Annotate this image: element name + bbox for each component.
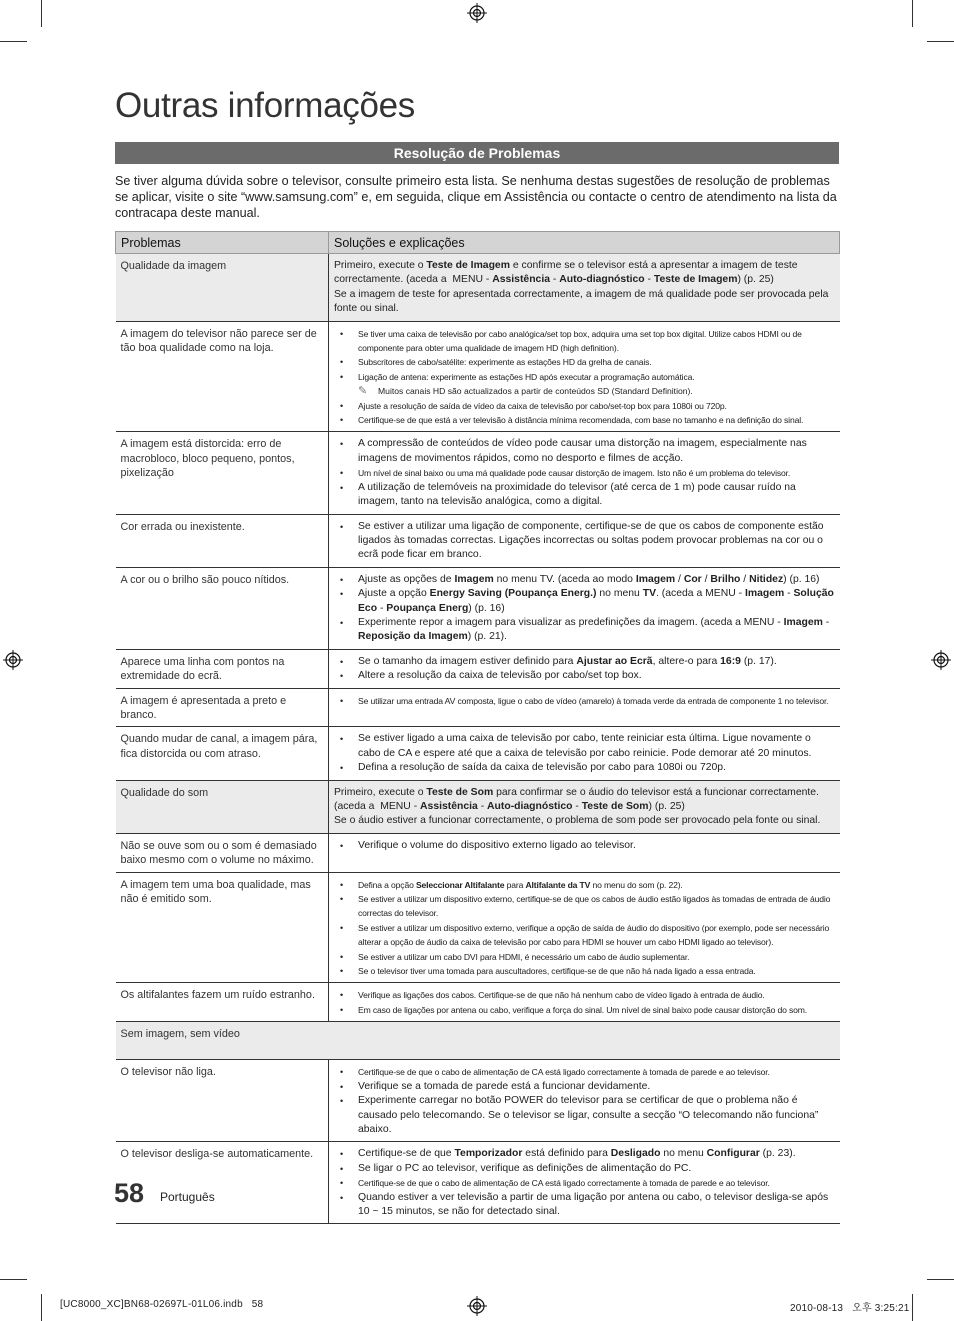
problem-cell: Qualidade do som xyxy=(116,780,329,833)
solution-cell: • Se o tamanho da imagem estiver definido para Ajustar ao Ecrã, altere-o para 16:9 (p. 17). • Altere a resolução da caixa de televisão por cabo/set top box. xyxy=(329,649,840,688)
intro-paragraph: Se tiver alguma dúvida sobre o televisor, consulte primeiro esta lista. Se nenhuma destas sugestões de resolução de problemas se aplicar, visite o site “www.samsung.com” e, em seguida, clique em Assistência ou contacte o centro de atendimento na lista da contracapa deste manual. xyxy=(115,174,837,221)
problem-cell: A imagem está distorcida: erro de macrobloco, bloco pequeno, pontos, pixelização xyxy=(116,432,329,514)
problem-cell: Aparece uma linha com pontos na extremidade do ecrã. xyxy=(116,649,329,688)
crop-mark xyxy=(927,1279,954,1280)
table-row xyxy=(116,727,840,780)
problem-cell: A imagem é apresentada a preto e branco. xyxy=(116,688,329,727)
table-row xyxy=(116,1060,840,1142)
table-row xyxy=(116,688,840,727)
problem-cell: A imagem tem uma boa qualidade, mas não é emitido som. xyxy=(116,872,329,983)
problem-cell: A imagem do televisor não parece ser de tão boa qualidade como na loja. xyxy=(116,321,329,432)
registration-mark-icon xyxy=(931,650,951,670)
solution-cell: • Certifique-se de que o cabo de alimentação de CA está ligado correctamente à tomada de parede e ao televisor. • Verifique se a tomada de parede está a funcionar devidamente. • Experimente carregar no botão POWER do televisor para se certificar de que o problema não é causado pelo telecomando. Se o televisor se ligar, consulte a secção “O telecomando não funciona” abaixo. xyxy=(329,1060,840,1142)
problem-cell: Cor errada ou inexistente. xyxy=(116,514,329,567)
solution-cell: • Ajuste as opções de Imagem no menu TV. (aceda ao modo Imagem / Cor / Brilho / Nitidez) (p. 16) • Ajuste a opção Energy Saving (Poupança Energ.) no menu TV. (aceda a MENU - Imagem - Solução Eco - Poupança Energ) (p. 16) • Experimente repor a imagem para visualizar as predefinições da imagem. (aceda a MENU - Imagem - Reposição da Imagem) (p. 21). xyxy=(329,567,840,649)
problem-cell: O televisor não liga. xyxy=(116,1060,329,1142)
table-header-row xyxy=(116,232,840,254)
problem-cell: A cor ou o brilho são pouco nítidos. xyxy=(116,567,329,649)
problem-cell: Qualidade da imagem xyxy=(116,254,329,322)
problem-cell: Quando mudar de canal, a imagem pára, fica distorcida ou com atraso. xyxy=(116,727,329,780)
problem-cell: Não se ouve som ou o som é demasiado baixo mesmo com o volume no máximo. xyxy=(116,833,329,872)
print-date-info: 2010-08-13 오후 3:25:21 xyxy=(790,1303,910,1314)
crop-mark xyxy=(0,1279,27,1280)
page-title: Outras informações xyxy=(115,86,415,125)
table-row xyxy=(116,1022,840,1060)
page-language: Português xyxy=(160,1190,215,1204)
section-heading: Resolução de Problemas xyxy=(115,142,839,164)
solution-cell: • Verifique as ligações dos cabos. Certifique-se de que não há nenhum cabo de vídeo ligado à entrada de áudio. • Em caso de ligações por antena ou cabo, verifique a força do sinal. Um nível de sinal baixo pode causar distorção do som. xyxy=(329,983,840,1022)
crop-mark xyxy=(912,0,913,27)
table-row xyxy=(116,514,840,567)
table-row xyxy=(116,321,840,432)
solution-cell: • Verifique o volume do dispositivo externo ligado ao televisor. xyxy=(329,833,840,872)
solution-cell: • A compressão de conteúdos de vídeo pode causar uma distorção na imagem, especialmente nas imagens de movimentos rápidos, como no desporto e filmes de acção. • Um nível de sinal baixo ou uma má qualidade pode causar distorção de imagem. Isto não é um problema do televisor. • A utilização de telemóveis na proximidade do televisor (até cerca de 1 m) pode causar ruído na imagem, tanto na televisão analógica, como a digital. xyxy=(329,432,840,514)
table-row xyxy=(116,567,840,649)
crop-mark xyxy=(41,1294,42,1321)
solution-cell: • Defina a opção Seleccionar Altifalante para Altifalante da TV no menu do som (p. 22). • Se estiver a utilizar um dispositivo externo, certifique-se de que os cabos de áudio estão ligados às tomadas de entrada de áudio correctas do televisor. • Se estiver a utilizar um dispositivo externo, verifique a opção de saída de áudio do dispositivo (por exemplo, pode ser necessário alterar a opção de áudio da caixa de televisão por cabo para HDMI se houver um cabo HDMI ligado ao televisor). • Se estiver a utilizar um cabo DVI para HDMI, é necessário um cabo de áudio suplementar. • Se o televisor tiver uma tomada para auscultadores, certifique-se de que não há nada ligado a essa entrada. xyxy=(329,872,840,983)
registration-mark-icon xyxy=(3,650,23,670)
troubleshooting-table xyxy=(115,231,840,1224)
crop-mark xyxy=(912,1294,913,1321)
registration-mark-icon xyxy=(467,1296,487,1316)
header-problems: Problemas xyxy=(116,232,329,254)
solution-cell: • Certifique-se de que Temporizador está definido para Desligado no menu Configurar (p. 23). • Se ligar o PC ao televisor, verifique as definições de alimentação do PC. • Certifique-se de que o cabo de alimentação de CA está ligado correctamente à tomada de parede e ao televisor. • Quando estiver a ver televisão a partir de uma ligação por antena ou cabo, o televisor desliga-se após 10 ~ 15 minutos, se não for detectado sinal. xyxy=(329,1142,840,1224)
crop-mark xyxy=(0,41,27,42)
table-row xyxy=(116,254,840,322)
solution-cell: Primeiro, execute o Teste de Imagem e confirme se o televisor está a apresentar a imagem de teste correctamente. (aceda a MENU - Assistência - Auto-diagnóstico - Teste de Imagem) (p. 25) Se a imagem de teste for apresentada correctamente, a imagem de má qualidade pode ser provocada pela fonte ou sinal. xyxy=(329,254,840,322)
registration-mark-icon xyxy=(467,3,487,23)
table-row xyxy=(116,1142,840,1224)
table-row xyxy=(116,432,840,514)
solution-cell: • Se estiver ligado a uma caixa de televisão por cabo, tente reiniciar esta última. Ligue novamente o cabo de CA e espere até que a caixa de televisão por cabo reinicie. Pode demorar até 20 minutos. • Defina a resolução de saída da caixa de televisão por cabo para 1080i ou 720p. xyxy=(329,727,840,780)
table-row xyxy=(116,780,840,833)
problem-cell: Sem imagem, sem vídeo xyxy=(116,1022,840,1060)
header-solutions: Soluções e explicações xyxy=(329,232,840,254)
crop-mark xyxy=(41,0,42,27)
problem-cell: O televisor desliga-se automaticamente. xyxy=(116,1142,329,1224)
table-row xyxy=(116,649,840,688)
solution-cell: Primeiro, execute o Teste de Som para confirmar se o áudio do televisor está a funcionar correctamente. (aceda a MENU - Assistência - Auto-diagnóstico - Teste de Som) (p. 25) Se o áudio estiver a funcionar correctamente, o problema de som pode ser provocado pela fonte ou sinal. xyxy=(329,780,840,833)
table-row xyxy=(116,983,840,1022)
table-row xyxy=(116,833,840,872)
crop-mark xyxy=(927,41,954,42)
solution-cell: • Se utilizar uma entrada AV composta, ligue o cabo de vídeo (amarelo) à tomada verde da entrada de componente 1 no televisor. xyxy=(329,688,840,727)
solution-cell: • Se estiver a utilizar uma ligação de componente, certifique-se de que os cabos de componente estão ligados às tomadas correctas. Ligações incorrectas ou soltas podem provocar problemas na cor ou o ecrã pode ficar em branco. xyxy=(329,514,840,567)
solution-cell: • Se tiver uma caixa de televisão por cabo analógica/set top box, adquira uma set top box digital. Utilize cabos HDMI ou de componente para obter uma qualidade de imagem HD (high definition). • Subscritores de cabo/satélite: experimente as estações HD da grelha de canais. • Ligação de antena: experimente as estações HD após executar a programação automática. ✎ Muitos canais HD são actualizados a partir de conteúdos SD (Standard Definition). • Ajuste a resolução de saída de vídeo da caixa de televisão por cabo/set-top box para 1080i ou 720p. • Certifique-se de que está a ver televisão à distância mínima recomendada, com base no tamanho e na definição do sinal. xyxy=(329,321,840,432)
page-number: 58 xyxy=(114,1178,145,1208)
table-row xyxy=(116,872,840,983)
print-file-info: [UC8000_XC]BN68-02697L-01L06.indb 58 xyxy=(60,1299,264,1310)
problem-cell: Os altifalantes fazem um ruído estranho. xyxy=(116,983,329,1022)
